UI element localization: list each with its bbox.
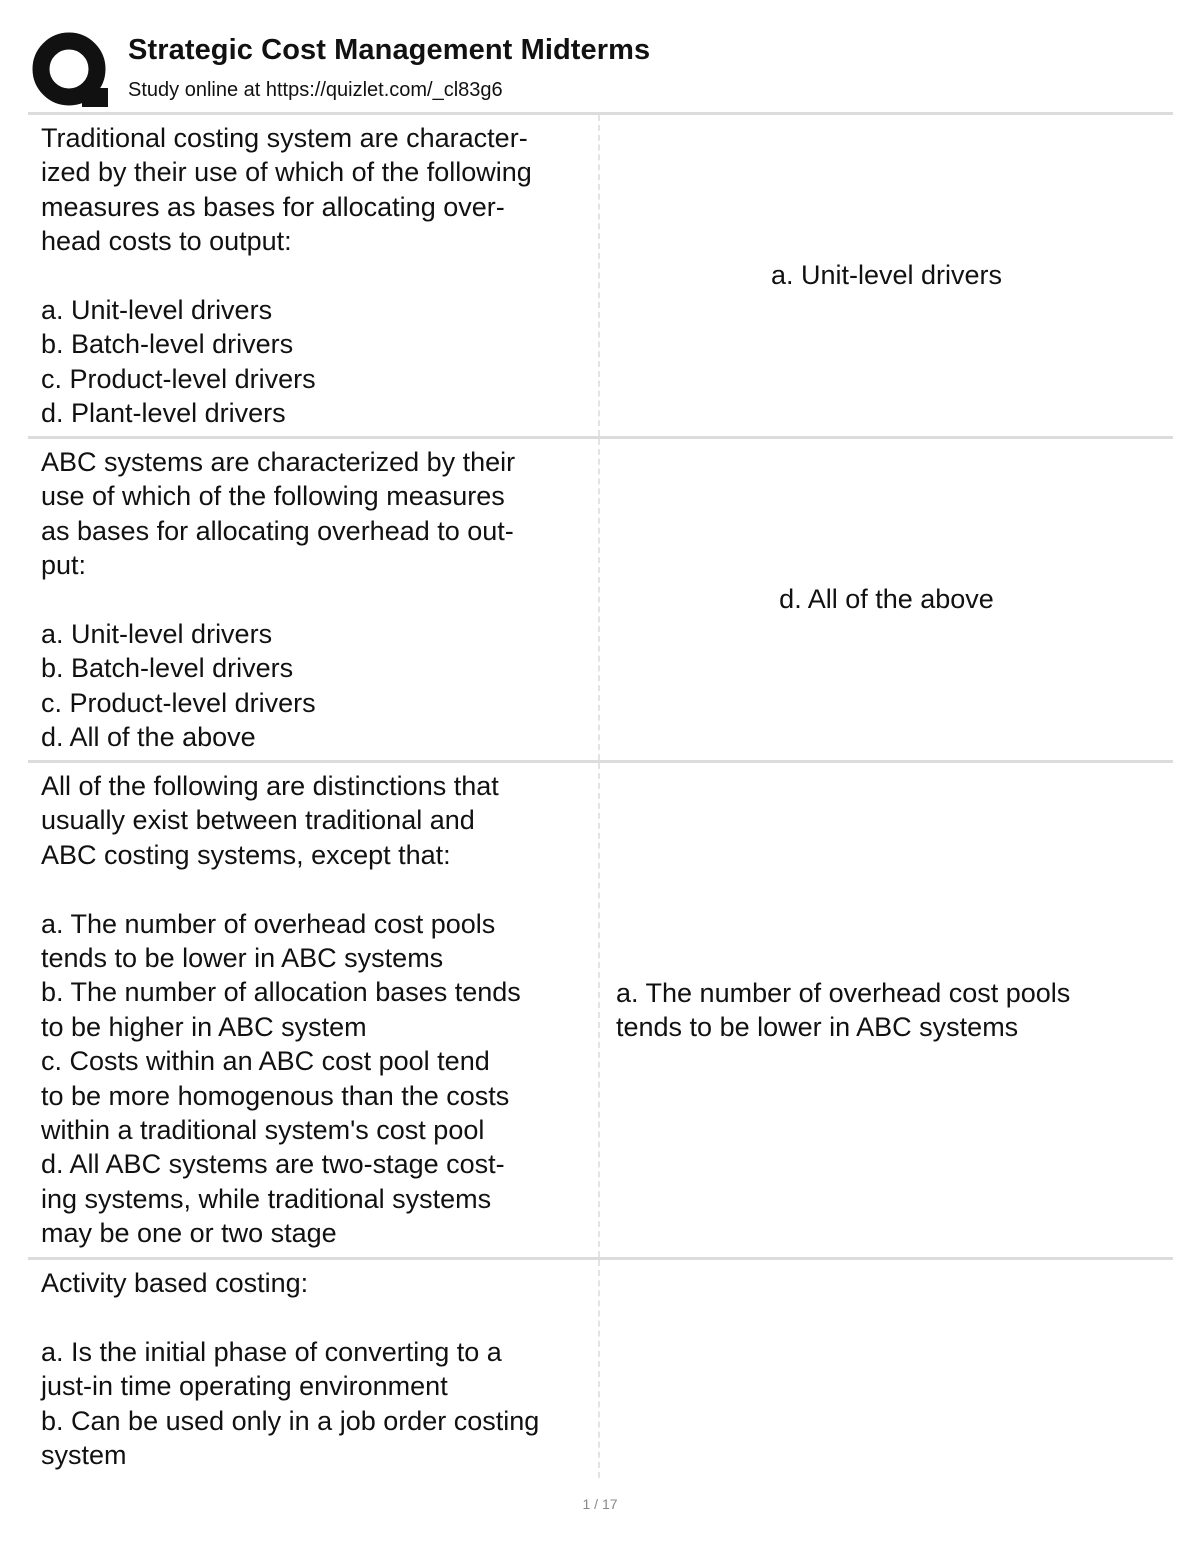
flashcard bbox=[28, 763, 1173, 1260]
flashcard bbox=[28, 1260, 1173, 1478]
page-number: 1 / 17 bbox=[582, 1496, 618, 1512]
card-term: Traditional costing system are character- ized by their use of which of the following measures as bases for allocating over- head costs to output: a. Unit-level drivers b. Batch-level drivers c. Product-level drivers d. Plant-level drivers bbox=[28, 115, 600, 436]
flashcard-list bbox=[28, 115, 1173, 1478]
card-term: Activity based costing: a. Is the initial phase of converting to a just-in time operating environment b. Can be used only in a job order costing system bbox=[28, 1260, 600, 1478]
flashcard bbox=[28, 115, 1173, 439]
document-title: Strategic Cost Management Midterms bbox=[128, 34, 651, 66]
card-definition: a. The number of overhead cost pools tends to be lower in ABC systems bbox=[616, 977, 1071, 1042]
card-definition: d. All of the above bbox=[779, 584, 994, 615]
study-online-link[interactable]: Study online at https://quizlet.com/_cl83g6 bbox=[128, 79, 503, 101]
card-term: All of the following are distinctions that usually exist between traditional and ABC costing systems, except that: a. The number of overhead cost pools tends to be lower in ABC systems b. The number of allocation bases tends to be higher in ABC system c. Costs within an ABC cost pool tend to be more homogenous than the costs within a traditional system's cost pool d. All ABC systems are two-stage cost- ing systems, while traditional systems may be one or two stage bbox=[28, 763, 600, 1257]
document-header bbox=[28, 26, 1178, 112]
card-definition: a. Unit-level drivers bbox=[770, 260, 1003, 291]
card-definition bbox=[600, 1260, 1173, 1478]
card-term: ABC systems are characterized by their use of which of the following measures as bases for allocating overhead to out- put: a. Unit-level drivers b. Batch-level drivers c. Product-level drivers d. All of the above bbox=[28, 439, 600, 760]
flashcard bbox=[28, 439, 1173, 763]
quizlet-q-logo bbox=[32, 32, 110, 112]
